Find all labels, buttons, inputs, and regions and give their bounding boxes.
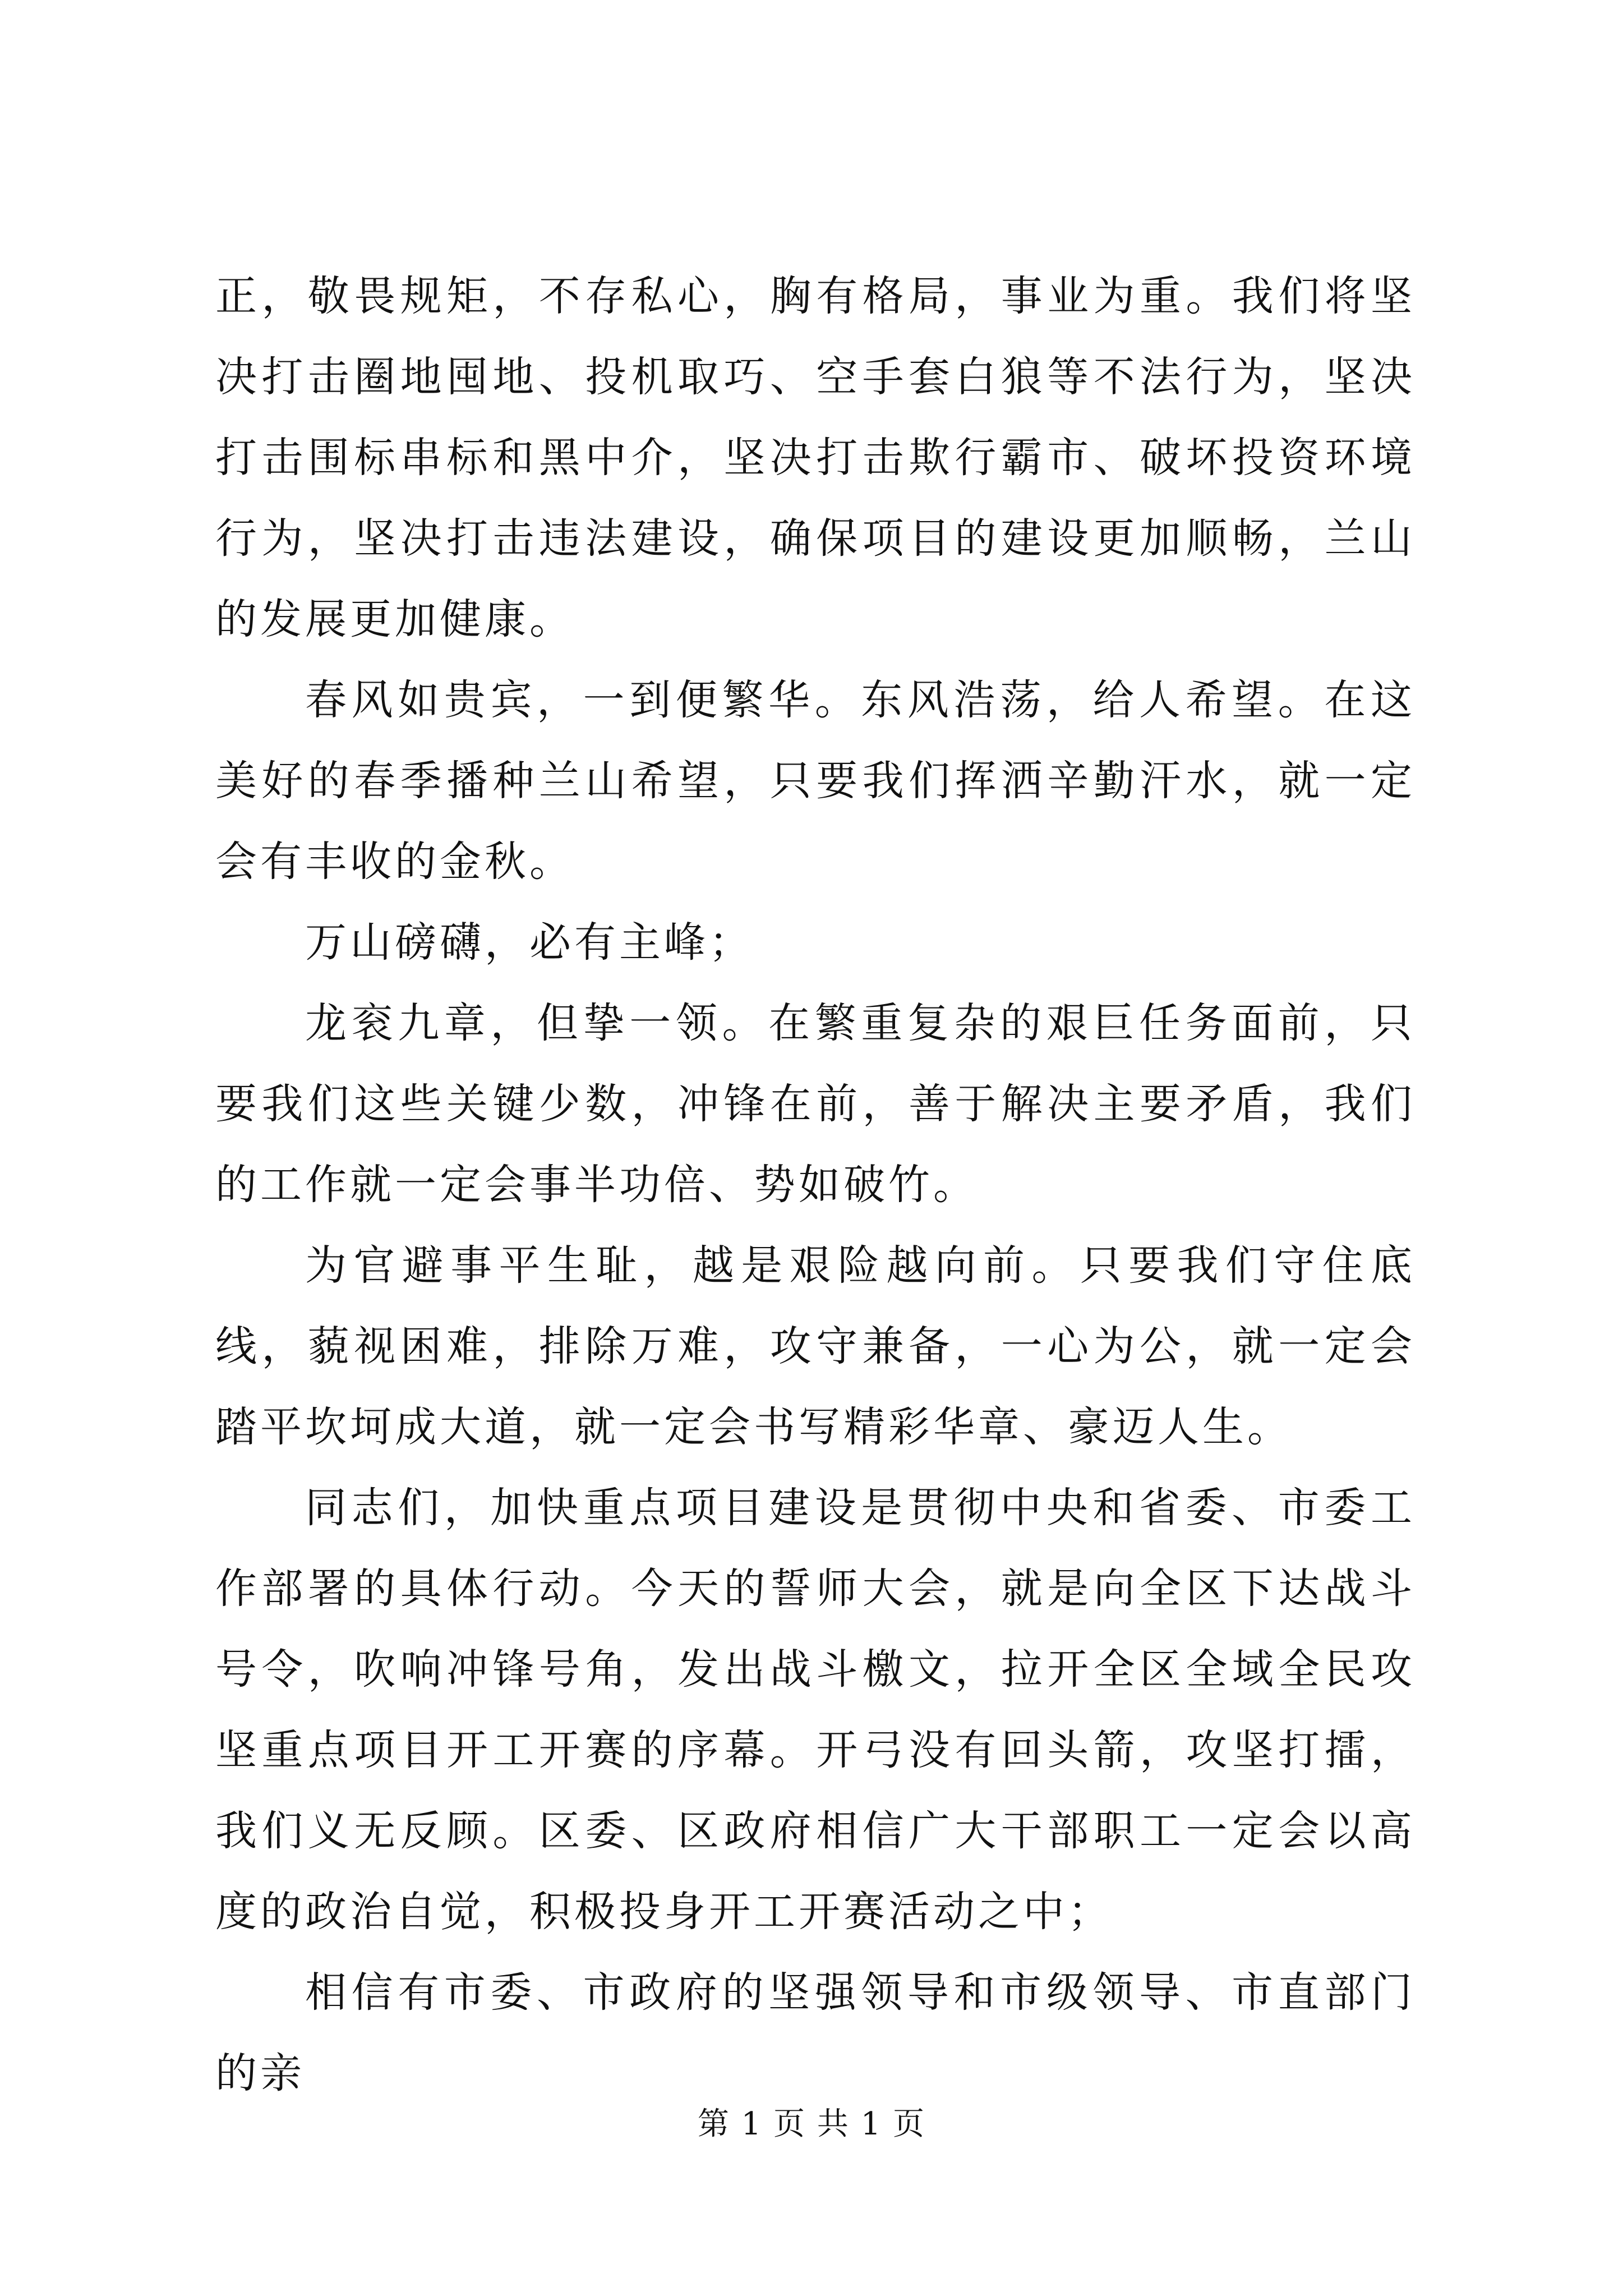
- paragraph-3: 万山磅礴，必有主峰；: [305, 918, 754, 967]
- paragraph-7: 相信有市委、市政府的坚强领导和市级领导、市直部门的亲: [215, 1968, 1415, 2097]
- page-footer: 第 1 页 共 1 页: [697, 2106, 926, 2142]
- paragraph-5: 为官避事平生耻，越是艰险越向前。只要我们守住底线，藐视困难，排除万难，攻守兼备，一心为公，就一定会踏平坎坷成大道，就一定会书写精彩华章、豪迈人生。: [215, 1241, 1415, 1451]
- paragraph-2: 春风如贵宾，一到便繁华。东风浩荡，给人希望。在这美好的春季播种兰山希望，只要我们挥洒辛勤汗水，就一定会有丰收的金秋。: [215, 676, 1415, 886]
- paragraph-4: 龙衮九章，但挚一领。在繁重复杂的艰巨任务面前，只要我们这些关键少数，冲锋在前，善于解决主要矛盾，我们的工作就一定会事半功倍、势如破竹。: [215, 999, 1415, 1209]
- document-body: [215, 256, 1415, 2114]
- paragraph-1: 正，敬畏规矩，不存私心，胸有格局，事业为重。我们将坚决打击圈地囤地、投机取巧、空手套白狼等不法行为，坚决打击围标串标和黑中介，坚决打击欺行霸市、破坏投资环境行为，坚决打击违法建设，确保项目的建设更加顺畅，兰山的发展更加健康。: [215, 272, 1415, 643]
- paragraph-6: 同志们，加快重点项目建设是贯彻中央和省委、市委工作部署的具体行动。今天的誓师大会，就是向全区下达战斗号令，吹响冲锋号角，发出战斗檄文，拉开全区全域全民攻坚重点项目开工开赛的序幕。开弓没有回头箭，攻坚打擂，我们义无反顾。区委、区政府相信广大干部职工一定会以高度的政治自觉，积极投身开工开赛活动之中；: [215, 1484, 1415, 1936]
